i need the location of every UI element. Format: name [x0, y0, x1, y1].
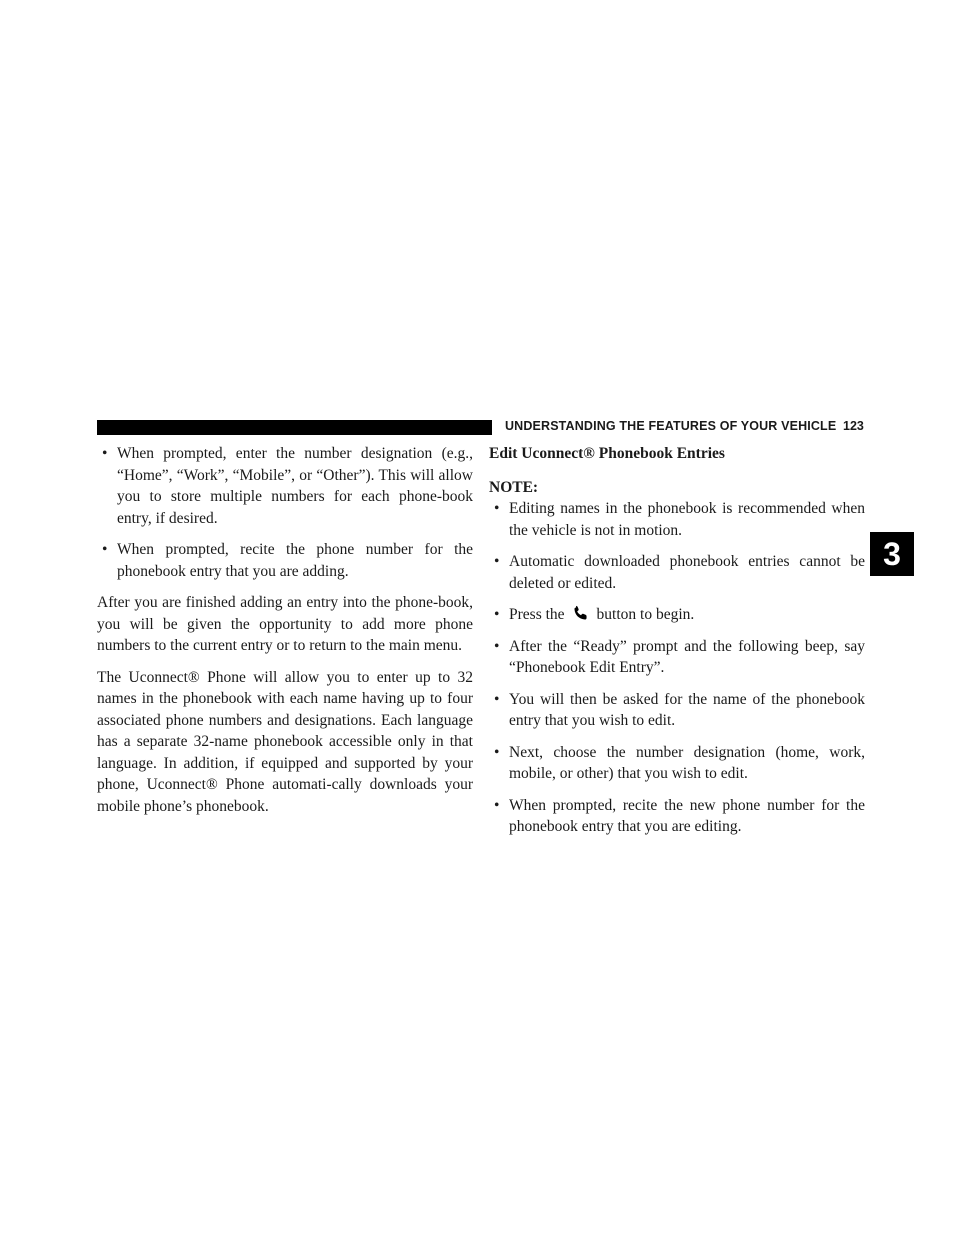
bullet-text: You will then be asked for the name of the phonebook entry that you wish to edit.	[509, 690, 865, 729]
bullet-text: When prompted, recite the phone number for the phonebook entry that you are adding.	[117, 541, 473, 580]
bullet-text: After the “Ready” prompt and the following beep, say “Phonebook Edit Entry”.	[509, 637, 865, 676]
right-column	[489, 443, 865, 848]
press-text-end: button to begin.	[596, 606, 695, 623]
press-text: Press the	[509, 606, 565, 623]
bullet-dot: •	[102, 445, 108, 462]
bullet-dot: •	[494, 553, 500, 570]
list-item	[489, 604, 865, 626]
bullet-dot: •	[494, 743, 500, 761]
bullet-dot: •	[494, 796, 500, 814]
list-item	[97, 443, 473, 529]
page-number: 123	[843, 419, 864, 433]
section-title: UNDERSTANDING THE FEATURES OF YOUR VEHICLE	[505, 419, 837, 433]
bullet-text: When prompted, recite the new phone number for the phonebook entry that you are editing.	[509, 796, 865, 835]
list-item	[489, 636, 865, 679]
paragraph: The Uconnect® Phone will allow you to enter up to 32 names in the phonebook with each name having up to four associated phone numbers and designations. Each language has a separate 32-name phonebook accessible only in that language. In addition, if equipped and supported by your phone, Uconnect® Phone automati-cally downloads your mobile phone’s phonebook.	[97, 668, 473, 815]
list-item	[97, 539, 473, 582]
paragraph: After you are finished adding an entry into the phone-book, you will be given the opportunity to add more phone numbers to the current entry or to return to the main menu.	[97, 594, 473, 654]
note-label: NOTE:	[489, 478, 539, 496]
section-heading: Edit Uconnect® Phonebook Entries	[489, 445, 725, 462]
list-item	[489, 551, 865, 594]
list-item	[489, 498, 865, 541]
bullet-text: Next, choose the number designation (home, work, mobile, or other) that you wish to edit.	[509, 743, 865, 782]
list-item	[489, 795, 865, 838]
left-column	[97, 443, 473, 827]
bullet-text: Automatic downloaded phonebook entries cannot be deleted or edited.	[509, 553, 865, 592]
chapter-tab: 3	[870, 532, 914, 576]
list-item	[489, 742, 865, 785]
bullet-dot: •	[102, 541, 108, 558]
bullet-text: Editing names in the phonebook is recommended when the vehicle is not in motion.	[509, 500, 865, 539]
bullet-dot: •	[494, 690, 500, 708]
bullet-text: When prompted, enter the number designation (e.g., “Home”, “Work”, “Mobile”, or “Other”). This will allow you to store multiple numbers for each phone-book entry, if desired.	[117, 445, 473, 527]
phone-handset-icon	[571, 604, 591, 622]
bullet-dot: •	[494, 500, 500, 517]
header-rule	[97, 420, 492, 435]
bullet-dot: •	[494, 637, 500, 655]
bullet-dot: •	[494, 606, 500, 623]
list-item	[489, 689, 865, 732]
